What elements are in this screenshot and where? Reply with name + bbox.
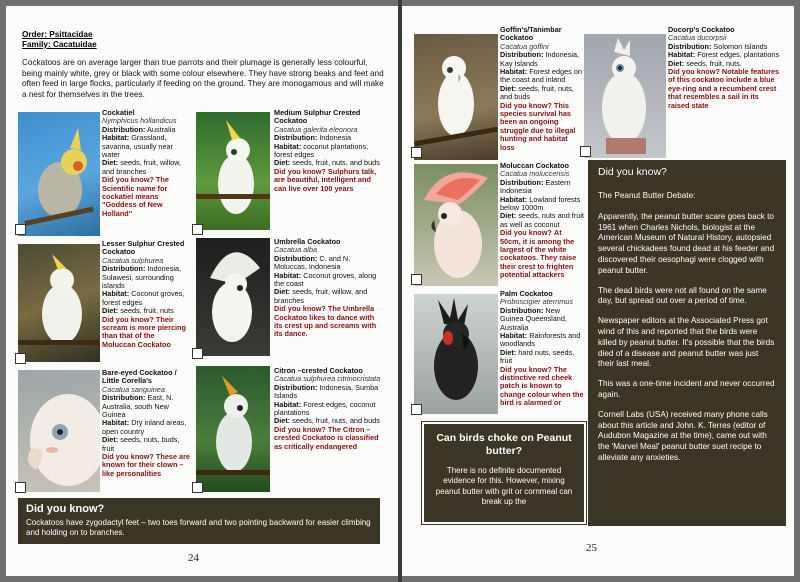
bird-entry-moluccan: Moluccan Cockatoo Cacatua moluccensis Distribution: Eastern Indonesia Habitat: Lowland forests below 1000m Diet: seeds, nuts and fruit as well as coconut Did you know? At 50cm, it is among the largest of the white cockatoos. They raise their crest to frighten potential attackers: [500, 161, 584, 280]
palm-cockatoo-photo: [414, 294, 498, 414]
checkbox-goffins[interactable]: [411, 147, 422, 158]
bird-entry-medium-sulphur: Medium Sulphur Crested Cockatoo Cacatua galerita eleonora Distribution: Indonesia Habitat: coconut plantations, forest edges Diet: seeds, fruit, nuts, and buds Did you know? Sulphurs talk, are beautiful, intelligent and can live over 100 years: [274, 108, 380, 193]
peanut-butter-debate-panel: [588, 160, 786, 526]
citron-cockatoo-photo: [196, 366, 270, 492]
choke-box-text: There is no definite documented evidence for this. However, mixing peanut butter with grit or cornmeal can break up the: [435, 466, 573, 507]
checkbox-moluccan[interactable]: [411, 274, 422, 285]
cockatiel-photo: [18, 112, 100, 236]
page-number-left: 24: [188, 552, 199, 564]
bird-entry-cockatiel: Cockatiel Nymphicus hollandicus Distribution: Australia Habitat: Grassland, savanna, usually near water Diet: seeds, fruit, willow, and branches Did you know? The Scientific name for cockatiel means "Goddess of New Holland": [102, 108, 182, 218]
bird-entry-goffins: Goffin's/Tanimbar Cockatoo Cacatua goffini Distribution: Indonesia, Kay Islands Habitat: Forest edges on the coast and inland Diet: seeds, fruit, nuts, and buds Did you know? This species survival has been an ongoing struggle due to illegal hunting and habitat loss: [500, 25, 582, 152]
checkbox-bare-eyed[interactable]: [15, 482, 26, 493]
umbrella-cockatoo-photo: [196, 238, 270, 356]
medium-sulphur-cockatoo-photo: [196, 112, 270, 230]
checkbox-cockatiel[interactable]: [15, 224, 26, 235]
page-number-right: 25: [586, 542, 597, 554]
intro-paragraph: Cockatoos are on average larger than true parrots and their plumage is generally less colourful, being mainly white, grey or black with some colour elsewhere. They have strong beaks and feet and often feed in large flocks, particularly if feeding on the ground. They are monogamous and will make a nest for themselves in the trees.: [22, 58, 384, 99]
bird-entry-citron: Citron –crested Cockatoo Cacatua sulphurea citrinocristata Distribution: Indonesia, Sumba Islands Habitat: Forest edges, coconut plantations Diet: seeds, fruit, nuts, and buds Did you know? The Citron – crested Cockatoo is classified as critically endangered: [274, 366, 381, 451]
page-right: [402, 6, 794, 576]
debate-paragraph: The dead birds were not all found on the same day, but spread out over a period of time.: [598, 285, 767, 306]
lesser-sulphur-cockatoo-photo: [18, 244, 100, 362]
checkbox-medium-sulphur[interactable]: [192, 224, 203, 235]
did-you-know-title: Did you know?: [26, 503, 105, 515]
page-left: [6, 6, 398, 576]
did-you-know-box: [18, 498, 380, 544]
checkbox-umbrella[interactable]: [192, 348, 203, 359]
checkbox-ducorps[interactable]: [580, 146, 591, 157]
debate-panel-subtitle: The Peanut Butter Debate:: [598, 191, 696, 200]
debate-paragraph: Apparently, the peanut butter scare goes back to 1961 when Charles Nichols, biologist at the American Museum of Natural History, autopsied several chickadees found dead at his feeder and discovered their oesophagi were clogged with peanut butter.: [598, 211, 775, 275]
debate-panel-body: [598, 212, 776, 464]
order-heading: Order: Psittacidae: [22, 30, 93, 39]
ducorps-cockatoo-photo: [584, 34, 666, 158]
did-you-know-text: Cockatoos have zygodactyl feet – two toes forward and two pointing backward for easier climbing and holding on to branches.: [26, 518, 371, 537]
goffins-cockatoo-photo: [414, 34, 498, 160]
bird-entry-palm: Palm Cockatoo Proboscigier aterrimus Distribution: New Guinea Queensland, Australia Habitat: Rainforests and woodlands Diet: hard nuts, seeds, fruit Did you know? The distinctive red cheek patch is known to change colour when the bird is alarmed or: [500, 289, 584, 408]
bare-eyed-cockatoo-photo: [18, 370, 100, 492]
checkbox-palm[interactable]: [411, 404, 422, 415]
choke-box-title: Can birds choke on Peanut butter?: [436, 432, 572, 457]
moluccan-cockatoo-photo: [414, 164, 498, 286]
bird-entry-ducorps: Ducorp's Cockatoo Cacatua ducorpsii Distribution: Solomon Islands Habitat: Forest edges, plantations Diet: seeds, fruit, nuts. Did you know? Notable features of this cockatoo include a blue eye-ring and a recumbent crest that resembles a sail in its raised state: [668, 25, 780, 110]
bird-entry-bare-eyed: Bare-eyed Cockatoo / Little Corella's Cacatua sanguinea Distribution: East, N. Australia, south New Guinea Habitat: Dry inland areas, open country Diet: seeds, nuts, buds, fruit Did you know? These are known for their clown – like personalities: [102, 368, 190, 478]
debate-paragraph: This was a one-time incident and never occurred again.: [598, 379, 775, 399]
checkbox-lesser-sulphur[interactable]: [15, 353, 26, 364]
debate-panel-title: Did you know?: [598, 166, 667, 178]
debate-paragraph: Newspaper editors at the Associated Press got wind of this and reported that the birds were killed by peanut butter. It's possible that the birds died of a disease and peanut butter was just their last meal.: [598, 316, 775, 369]
family-heading: Family: Cacatuidae: [22, 40, 97, 49]
bird-entry-umbrella: Umbrella Cockatoo Cacatua alba Distribution: C. and N. Moluccas, Indonesia Habitat: Coconut groves, along the coast Diet: seeds, fruit, willow, and branches Did you know? The Umbrella Cockatoo likes to dance with its crest up and screams with its dance.: [274, 237, 377, 339]
debate-paragraph: Cornell Labs (USA) received many phone calls about this article and John. K. Terres (editor of Audubon Magazine at the time), came out with the 'Marvel Meal' peanut butter suet recipe to alleviate any anxieties.: [598, 409, 768, 462]
peanut-butter-choke-box: [422, 422, 586, 524]
checkbox-citron[interactable]: [192, 482, 203, 493]
bird-entry-lesser-sulphur: Lesser Sulphur Crested Cockatoo Cacatua sulphurea Distribution: Indonesia, Sulawesi, surrounding islands Habitat: Coconut groves, forest edges Diet: seeds, fruit, nuts Did you know? Their scream is more piercing than that of the Moluccan Cockatoo: [102, 239, 186, 349]
